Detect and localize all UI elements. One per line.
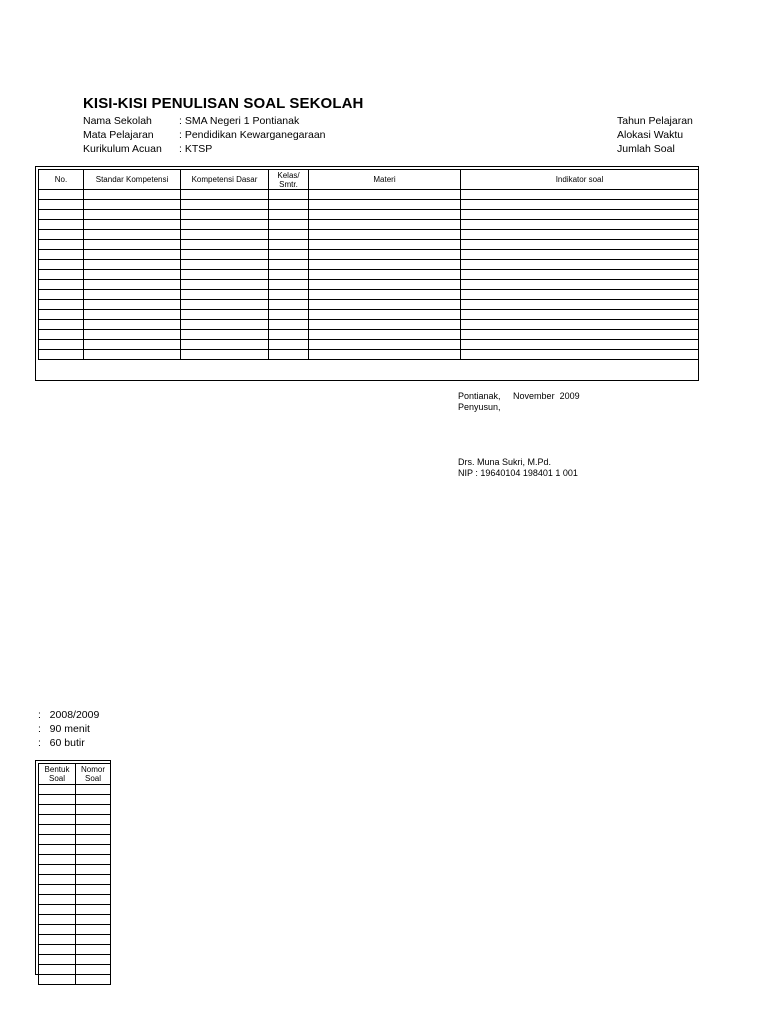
table-cell — [76, 845, 111, 855]
header-nomor-soal: Nomor Soal — [76, 764, 111, 785]
table-cell — [309, 260, 461, 270]
table-row — [39, 925, 111, 935]
table-cell — [461, 190, 699, 200]
label-kurikulum-acuan: Kurikulum Acuan — [83, 143, 162, 155]
table-row — [39, 975, 111, 985]
table-cell — [39, 280, 84, 290]
table-row — [39, 795, 111, 805]
table-cell — [181, 310, 269, 320]
table-cell — [309, 250, 461, 260]
table-row — [39, 350, 699, 360]
table-cell — [461, 250, 699, 260]
table-cell — [181, 270, 269, 280]
table-cell — [39, 875, 76, 885]
value-mata-pelajaran: : Pendidikan Kewarganegaraan — [179, 129, 326, 141]
table-cell — [76, 915, 111, 925]
table-cell — [269, 270, 309, 280]
table-cell — [39, 975, 76, 985]
table-cell — [84, 250, 181, 260]
table-cell — [39, 190, 84, 200]
table-cell — [461, 200, 699, 210]
table-cell — [84, 290, 181, 300]
document-title: KISI-KISI PENULISAN SOAL SEKOLAH — [83, 95, 364, 112]
table-cell — [76, 945, 111, 955]
table-cell — [269, 210, 309, 220]
table-cell — [76, 865, 111, 875]
table-cell — [309, 320, 461, 330]
table-cell — [76, 885, 111, 895]
table-cell — [269, 290, 309, 300]
table-cell — [76, 955, 111, 965]
table-cell — [461, 350, 699, 360]
table-cell — [84, 230, 181, 240]
label-jumlah-soal: Jumlah Soal — [617, 143, 675, 155]
table-row — [39, 290, 699, 300]
table-cell — [84, 220, 181, 230]
table-row — [39, 785, 111, 795]
table-cell — [461, 340, 699, 350]
table-row — [39, 230, 699, 240]
table-row — [39, 240, 699, 250]
table-row — [39, 945, 111, 955]
table-cell — [269, 220, 309, 230]
table-cell — [269, 320, 309, 330]
table-cell — [76, 875, 111, 885]
signature-nip: NIP : 19640104 198401 1 001 — [458, 468, 578, 478]
signature-name: Drs. Muna Sukri, M.Pd. — [458, 457, 552, 467]
table-row — [39, 260, 699, 270]
header-kelas-smtr: Kelas/ Smtr. — [269, 170, 309, 190]
signature-date: November 2009 — [513, 391, 580, 401]
table-row — [39, 895, 111, 905]
table-cell — [269, 200, 309, 210]
value-jumlah-soal: : 60 butir — [38, 737, 85, 749]
table-cell — [39, 310, 84, 320]
table-row — [39, 905, 111, 915]
table-cell — [39, 240, 84, 250]
table-cell — [461, 210, 699, 220]
table-cell — [39, 330, 84, 340]
table-row — [39, 965, 111, 975]
header-materi: Materi — [309, 170, 461, 190]
table-cell — [309, 270, 461, 280]
table-cell — [39, 855, 76, 865]
bentuk-nomor-table-body — [39, 785, 111, 985]
header-bentuk-soal: Bentuk Soal — [39, 764, 76, 785]
table-cell — [39, 945, 76, 955]
table-cell — [39, 935, 76, 945]
label-tahun-pelajaran: Tahun Pelajaran — [617, 115, 693, 127]
header-indikator-soal: Indikator soal — [461, 170, 699, 190]
table-cell — [76, 785, 111, 795]
table-row — [39, 300, 699, 310]
table-cell — [269, 250, 309, 260]
table-cell — [39, 250, 84, 260]
table-cell — [181, 340, 269, 350]
table-row — [39, 865, 111, 875]
table-cell — [269, 330, 309, 340]
table-row — [39, 250, 699, 260]
table-cell — [461, 280, 699, 290]
table-cell — [39, 815, 76, 825]
table-cell — [39, 865, 76, 875]
table-cell — [309, 310, 461, 320]
table-row — [39, 310, 699, 320]
table-cell — [76, 895, 111, 905]
table-cell — [309, 330, 461, 340]
table-cell — [76, 815, 111, 825]
table-cell — [39, 340, 84, 350]
table-cell — [76, 855, 111, 865]
table-cell — [181, 320, 269, 330]
table-cell — [84, 340, 181, 350]
table-cell — [84, 200, 181, 210]
table-row — [39, 815, 111, 825]
table-cell — [39, 915, 76, 925]
table-cell — [181, 260, 269, 270]
table-row — [39, 280, 699, 290]
table-cell — [269, 310, 309, 320]
table-cell — [76, 925, 111, 935]
table-cell — [461, 320, 699, 330]
table-cell — [181, 210, 269, 220]
table-cell — [84, 310, 181, 320]
header-no: No. — [39, 170, 84, 190]
table-cell — [181, 300, 269, 310]
table-cell — [84, 260, 181, 270]
table-cell — [39, 210, 84, 220]
value-nama-sekolah: : SMA Negeri 1 Pontianak — [179, 115, 300, 127]
table-row — [39, 875, 111, 885]
table-cell — [84, 280, 181, 290]
table-cell — [39, 955, 76, 965]
table-cell — [84, 320, 181, 330]
table-cell — [309, 340, 461, 350]
table-cell — [181, 330, 269, 340]
table-row — [39, 190, 699, 200]
table-cell — [76, 935, 111, 945]
table-cell — [39, 845, 76, 855]
table-cell — [309, 230, 461, 240]
table-row — [39, 805, 111, 815]
value-tahun-pelajaran: : 2008/2009 — [38, 709, 100, 721]
table-cell — [39, 805, 76, 815]
table-header-row — [39, 170, 699, 190]
table-cell — [269, 190, 309, 200]
label-nama-sekolah: Nama Sekolah — [83, 115, 152, 127]
table-cell — [181, 250, 269, 260]
table-cell — [461, 260, 699, 270]
table-cell — [269, 240, 309, 250]
bentuk-nomor-table-frame — [35, 760, 111, 975]
bentuk-nomor-table — [38, 763, 111, 985]
kisi-kisi-table-body — [39, 190, 699, 360]
label-alokasi-waktu: Alokasi Waktu — [617, 129, 684, 141]
header-kompetensi-dasar: Kompetensi Dasar — [181, 170, 269, 190]
table-row — [39, 935, 111, 945]
table-cell — [76, 905, 111, 915]
table-cell — [39, 260, 84, 270]
table-cell — [181, 290, 269, 300]
table-cell — [76, 805, 111, 815]
table-cell — [84, 300, 181, 310]
table-cell — [269, 230, 309, 240]
table-cell — [269, 260, 309, 270]
table-cell — [309, 240, 461, 250]
table-cell — [39, 835, 76, 845]
table-cell — [39, 230, 84, 240]
table-row — [39, 855, 111, 865]
table-cell — [309, 210, 461, 220]
table-cell — [39, 965, 76, 975]
table-cell — [309, 350, 461, 360]
signature-place: Pontianak, — [458, 391, 501, 401]
table-cell — [461, 310, 699, 320]
table-cell — [84, 270, 181, 280]
table-row — [39, 330, 699, 340]
table-cell — [269, 350, 309, 360]
table-cell — [39, 795, 76, 805]
table-cell — [39, 885, 76, 895]
table-cell — [39, 925, 76, 935]
table-cell — [39, 290, 84, 300]
table-cell — [181, 240, 269, 250]
table-cell — [84, 350, 181, 360]
table-cell — [269, 340, 309, 350]
table-row — [39, 915, 111, 925]
table-cell — [76, 975, 111, 985]
table-cell — [76, 795, 111, 805]
signature-role: Penyusun, — [458, 402, 501, 412]
table-cell — [39, 320, 84, 330]
table-cell — [309, 280, 461, 290]
table-cell — [269, 300, 309, 310]
table-cell — [39, 300, 84, 310]
table-row — [39, 200, 699, 210]
table-cell — [181, 280, 269, 290]
table-cell — [309, 190, 461, 200]
label-mata-pelajaran: Mata Pelajaran — [83, 129, 154, 141]
table-row — [39, 825, 111, 835]
table-row — [39, 210, 699, 220]
table-cell — [39, 825, 76, 835]
table-cell — [84, 240, 181, 250]
signature-place-date — [458, 391, 580, 402]
table-cell — [39, 270, 84, 280]
table-cell — [461, 330, 699, 340]
table-cell — [461, 300, 699, 310]
table-cell — [181, 200, 269, 210]
table-cell — [461, 230, 699, 240]
table-cell — [461, 220, 699, 230]
table-cell — [76, 825, 111, 835]
table-cell — [84, 330, 181, 340]
table-cell — [461, 240, 699, 250]
table-row — [39, 845, 111, 855]
table-cell — [181, 220, 269, 230]
table-cell — [181, 190, 269, 200]
table-cell — [309, 290, 461, 300]
table-cell — [309, 200, 461, 210]
table-cell — [39, 220, 84, 230]
table-cell — [39, 895, 76, 905]
table-row — [39, 340, 699, 350]
table-cell — [84, 190, 181, 200]
table-header-row — [39, 764, 111, 785]
table-cell — [181, 230, 269, 240]
table-cell — [39, 905, 76, 915]
table-row — [39, 885, 111, 895]
table-cell — [76, 835, 111, 845]
table-cell — [309, 300, 461, 310]
table-row — [39, 955, 111, 965]
kisi-kisi-table-frame — [35, 166, 699, 381]
table-row — [39, 270, 699, 280]
table-cell — [84, 210, 181, 220]
table-cell — [461, 270, 699, 280]
kisi-kisi-table — [38, 169, 699, 360]
table-cell — [181, 350, 269, 360]
header-standar-kompetensi: Standar Kompetensi — [84, 170, 181, 190]
table-row — [39, 835, 111, 845]
value-kurikulum-acuan: : KTSP — [179, 143, 213, 155]
table-cell — [461, 290, 699, 300]
value-alokasi-waktu: : 90 menit — [38, 723, 90, 735]
table-cell — [39, 785, 76, 795]
table-row — [39, 220, 699, 230]
table-cell — [269, 280, 309, 290]
table-cell — [309, 220, 461, 230]
table-cell — [39, 350, 84, 360]
table-row — [39, 320, 699, 330]
table-cell — [39, 200, 84, 210]
table-cell — [76, 965, 111, 975]
